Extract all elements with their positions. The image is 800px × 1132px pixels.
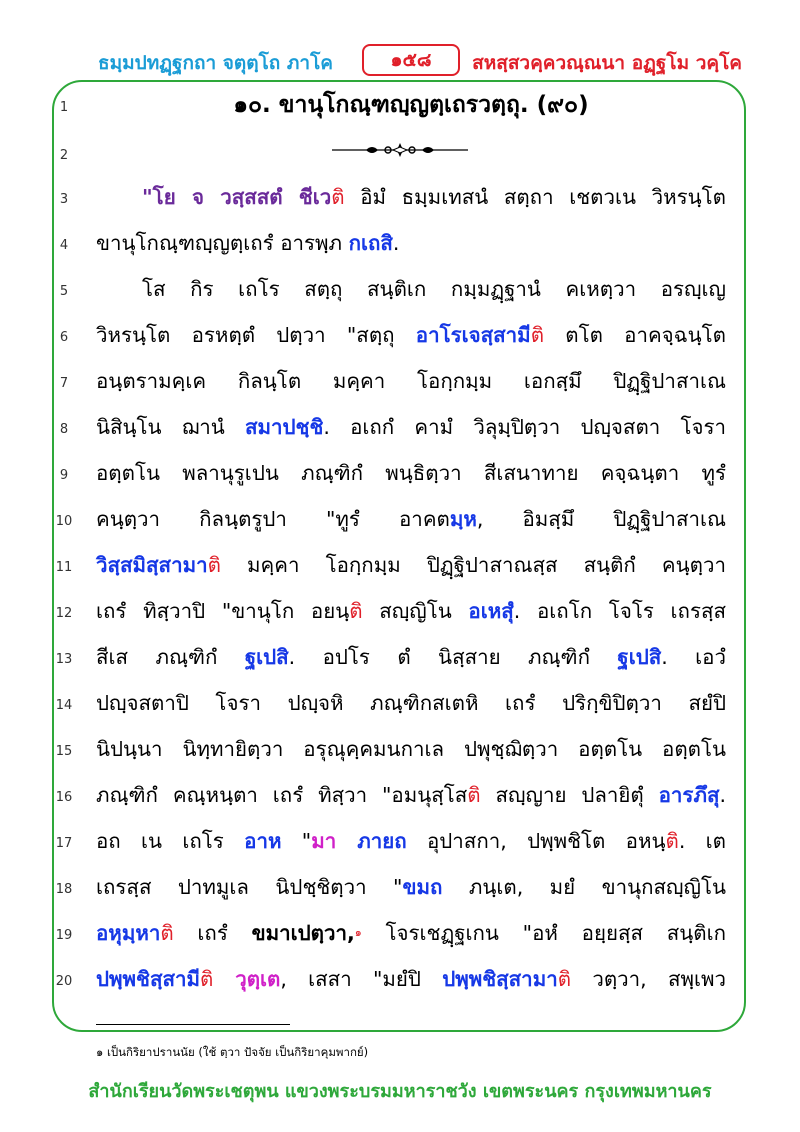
line-number: 12 [55,606,73,621]
text-segment: ฐเปสิ [617,645,662,669]
text-segment: . เต [678,829,726,853]
text-line [0,450,800,496]
text-segment: ภนฺเต, มยํ ขานุกสญฺญิโน [442,875,726,899]
text-segment: ปพฺพชิสฺสามา [442,967,558,991]
line-number: 14 [55,698,73,713]
line-number: 16 [55,790,73,805]
line-number: 9 [59,468,69,483]
line-text [96,726,726,772]
line-number: 15 [55,744,73,759]
text-segment: โจรเชฏฺฐเกน "อหํ อยฺยสฺส สนฺติเก [361,921,726,945]
page-header [0,44,800,78]
text-segment: ภณฺฑิกํ คณฺหนฺตา เถรํ ทิสฺวา "อมนุสฺโส [96,783,468,807]
text-line [0,312,800,358]
text-segment: . [392,231,400,255]
line-number: 8 [59,422,69,437]
text-line [0,910,800,956]
text-segment: วิหรนฺโต อรหตฺตํ ปตฺวา "สตฺถุ [96,323,416,347]
text-segment: ปญฺจสตาปิ โจรา ปญฺจหิ ภณฺฑิกสเตหิ เถรํ ปริกฺขิปิตฺวา สยํปิ [96,691,726,715]
text-segment: ติ [665,829,679,853]
text-segment: มคฺคา โอกฺกมฺม ปิฏฺฐิปาสาณสฺส สนฺติกํ คนฺตฺวา [220,553,726,577]
text-segment: มฺห [449,507,477,531]
text-line [0,726,800,772]
line-number: 18 [55,882,73,897]
text-segment: ติ [200,967,214,991]
header-chapter-title: สหสฺสวคฺควณฺณนา อฏฺฐโม วคฺโค [472,52,742,74]
text-segment: . อเถโก โจโร เถรสฺส [513,599,726,623]
text-segment: นิสินฺโน ฌานํ [96,415,245,439]
text-segment: , อิมสฺมึ ปิฏฺฐิปาสาเณ [476,507,726,531]
line-text [96,312,726,358]
text-segment: ขมถ [402,875,443,899]
text-segment: " [281,829,312,853]
line-text [96,772,726,818]
text-segment: เถรสฺส ปาทมูเล นิปชฺชิตฺวา " [96,875,403,899]
line-text [96,956,726,1002]
text-segment: โส กิร เถโร สตฺถุ สนฺติเก กมฺมฏฺฐานํ คเหตฺวา อรญฺเญ [142,277,726,301]
line-text [96,404,726,450]
line-number: 3 [59,192,69,207]
text-segment: ติ [557,967,572,991]
text-line [0,220,800,266]
text-segment: อถ เน เถโร [96,829,245,853]
text-segment: อาห [244,829,282,853]
text-segment: ติ [331,185,345,209]
text-segment: ตโต อาคจฺฉนฺโต [544,323,726,347]
text-segment: . อปโร ตํ นิสฺสาย ภณฺฑิกํ [288,645,618,669]
footnote-divider [96,1024,290,1025]
line-text [96,358,726,404]
line-text [96,266,726,312]
footnote-marker: ๑ [354,926,362,939]
text-segment: อหุมฺหา [96,921,161,945]
line-text [96,818,726,864]
text-segment: . [719,783,726,807]
text-segment: วิสฺสมิสฺสามา [96,553,208,577]
text-line [0,818,800,864]
header-book-title: ธมฺมปทฏฺฐกถา จตุตฺโถ ภาโค [98,52,334,74]
text-segment: ขมาเปตฺวา, [251,921,355,945]
text-segment: กเถสิ [348,231,393,255]
text-segment: . เอวํ [661,645,726,669]
line-text [96,220,726,266]
text-segment: ภายถ [336,829,407,853]
line-number: 1 [59,100,69,115]
text-segment: ติ [467,783,481,807]
text-segment: ติ [349,599,363,623]
text-segment: "โย จ วสฺสสตํ ชีเว [142,185,332,209]
text-segment: ขานุโกณฺฑญฺญตฺเถรํ อารพฺภ [96,231,349,255]
line-number: 13 [55,652,73,667]
text-segment: สญฺญิโน [362,599,469,623]
text-line [0,956,800,1002]
text-segment: สีเส ภณฺฑิกํ [96,645,245,669]
text-segment: . อเถกํ คามํ วิลุมฺปิตฺวา ปญฺจสตา โจรา [323,415,726,439]
text-line [0,772,800,818]
text-line [0,542,800,588]
text-line [0,496,800,542]
line-number: 7 [59,376,69,391]
text-segment: นิปนฺนา นิทฺทายิตฺวา อรุณุคฺคมนกาเล ปพุชฺฌิตฺวา อตฺตโน อตฺตโน [96,737,726,761]
text-segment: สญฺญาย ปลายิตุํ [480,783,659,807]
text-line [0,588,800,634]
line-text [96,910,726,956]
text-segment: วุตฺเต [213,967,281,991]
text-segment: คนฺตฺวา กิลนฺตรูปา "ทูรํ อาคต [96,507,450,531]
text-segment: ติ [160,921,174,945]
text-segment: ติ [207,553,221,577]
text-segment: สมาปชฺชิ [244,415,324,439]
ornament-divider-icon [330,140,470,160]
line-number: 4 [59,238,69,253]
story-title: ๑๐. ขานุโกณฺฑญฺญตฺเถรวตฺถุ. (๙๐) [233,92,589,118]
line-text [96,588,726,634]
text-line [0,634,800,680]
text-segment: เถรํ ทิสฺวาปิ "ขานุโก อยนฺ [96,599,350,623]
line-number: 17 [55,836,73,851]
text-line [0,266,800,312]
text-segment: เถรํ [173,921,252,945]
footnote: ๑ เป็นกิริยาปรานนัย (ใช้ ตฺวา ปัจจัย เป็นกิริยาคุมพากย์) [96,1045,369,1059]
text-segment: อิมํ ธมฺมเทสนํ สตฺถา เชตวเน วิหรนฺโต [344,185,726,209]
line-text [96,450,726,496]
text-segment: ติ [530,323,545,347]
line-text [96,634,726,680]
line-number: 11 [55,560,73,575]
text-line [0,864,800,910]
text-segment: อตฺตโน พลานุรูเปน ภณฺฑิกํ พนฺธิตฺวา สีเสนาทาย คจฺฉนฺตา ทูรํ [96,461,726,485]
text-segment: วตฺวา, สพฺเพว [571,967,726,991]
text-segment: อารภึสุ [658,783,720,807]
text-line [0,174,800,220]
text-line [0,404,800,450]
text-segment: อเหสุํ [468,599,514,623]
line-text [96,864,726,910]
line-number: 6 [59,330,69,345]
line-number: 2 [59,148,69,163]
line-number: 10 [55,514,73,529]
line-text [96,680,726,726]
line-text [96,496,726,542]
line-text [96,542,726,588]
page-number: ๑๕๘ [362,44,460,76]
text-segment: , เสสา "มยํปิ [280,967,443,991]
text-segment: มา [311,829,337,853]
page-footer: สำนักเรียนวัดพระเชตุพน แขวงพระบรมมหาราชวัง เขตพระนคร กรุงเทพมหานคร [88,1081,712,1102]
text-line [0,82,800,128]
text-segment: ฐเปสิ [244,645,289,669]
line-number: 19 [55,928,73,943]
line-text [96,174,726,220]
text-segment: ปพฺพชิสฺสามี [96,967,201,991]
line-number: 20 [55,974,73,989]
text-segment: อาโรเจสฺสามี [415,323,531,347]
text-line [0,680,800,726]
text-segment: อุปาสกา, ปพฺพชิโต อหนฺ [406,829,666,853]
line-number: 5 [59,284,69,299]
text-segment: อนฺตรามคฺเค กิลนฺโต มคฺคา โอกฺกมฺม เอกสฺมึ ปิฏฺฐิปาสาเณ [96,369,726,393]
text-line [0,358,800,404]
